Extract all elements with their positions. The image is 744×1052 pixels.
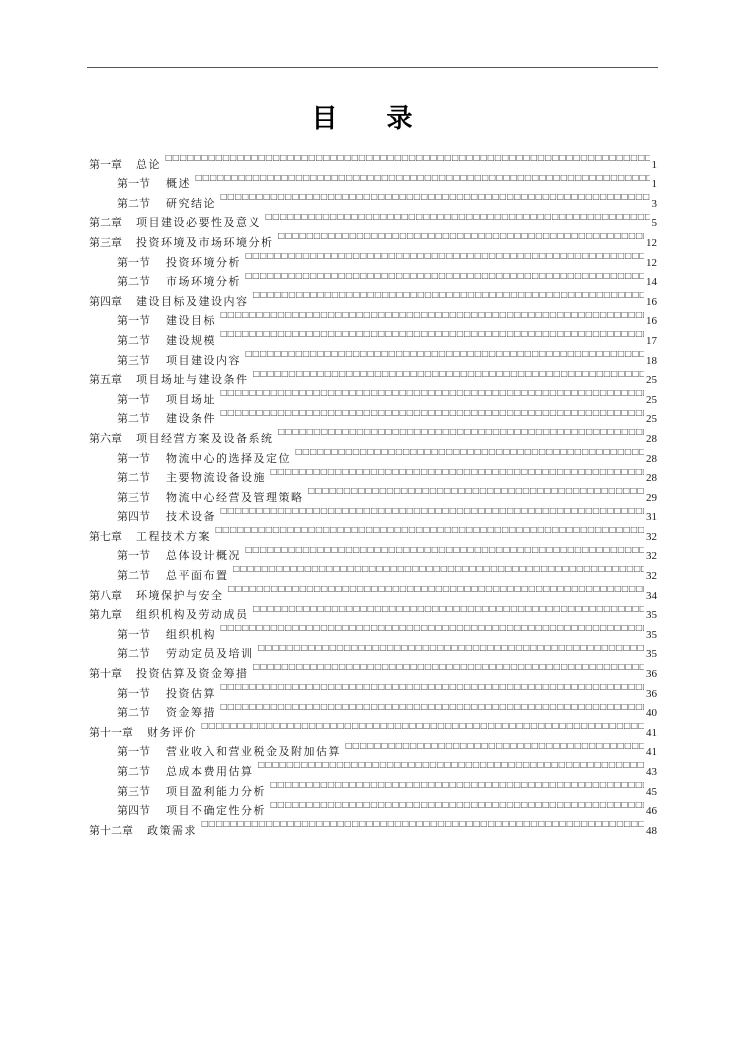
toc-page-number: 25 bbox=[646, 393, 657, 406]
table-of-contents bbox=[89, 148, 657, 837]
toc-dot-leader bbox=[195, 168, 650, 188]
toc-entry-number: 第一节 bbox=[117, 686, 150, 700]
toc-dot-leader bbox=[201, 814, 644, 834]
toc-entry-number: 第六章 bbox=[89, 431, 122, 445]
toc-entry-title: 建设目标及建设内容 bbox=[136, 294, 249, 308]
toc-entry-number: 第三节 bbox=[117, 353, 150, 367]
toc-entry-label bbox=[89, 586, 224, 606]
toc-entry-label bbox=[117, 194, 216, 214]
toc-entry-title: 项目不确定性分析 bbox=[166, 804, 266, 818]
toc-page-number: 41 bbox=[646, 726, 657, 739]
toc-dot-leader bbox=[278, 422, 645, 442]
toc-entry-number: 第一节 bbox=[117, 451, 150, 465]
toc-entry-number: 第一节 bbox=[117, 745, 150, 759]
toc-dot-leader bbox=[245, 246, 644, 266]
toc-entry-title: 组织机构 bbox=[166, 627, 216, 641]
toc-entry-title: 财务评价 bbox=[147, 725, 197, 739]
toc-entry-number: 第二节 bbox=[117, 647, 150, 661]
toc-page-number: 32 bbox=[646, 550, 657, 563]
toc-page-number: 14 bbox=[646, 276, 657, 289]
toc-entry-label bbox=[117, 331, 216, 351]
toc-dot-leader bbox=[253, 285, 645, 305]
toc-page-number: 34 bbox=[646, 589, 657, 602]
toc-entry-title: 主要物流设备设施 bbox=[166, 471, 266, 485]
toc-page-number: 36 bbox=[646, 668, 657, 681]
toc-entry-number: 第三节 bbox=[117, 784, 150, 798]
toc-entry-title: 建设目标 bbox=[166, 314, 216, 328]
toc-entry-number: 第九章 bbox=[89, 608, 122, 622]
toc-dot-leader bbox=[253, 657, 645, 677]
toc-page-number: 35 bbox=[646, 628, 657, 641]
toc-entry-number: 第十二章 bbox=[89, 823, 133, 837]
toc-entry-title: 营业收入和营业税金及附加估算 bbox=[166, 745, 341, 759]
toc-dot-leader bbox=[220, 618, 644, 638]
toc-entry-label bbox=[117, 253, 241, 273]
toc-entry-title: 劳动定员及培训 bbox=[166, 647, 254, 661]
toc-page-number: 1 bbox=[651, 178, 657, 191]
toc-entry-title: 项目场址 bbox=[166, 392, 216, 406]
toc-dot-leader bbox=[278, 226, 645, 246]
toc-entry-number: 第三章 bbox=[89, 235, 122, 249]
toc-dot-leader bbox=[270, 795, 644, 815]
toc-entry-label bbox=[89, 527, 211, 547]
toc-entry-title: 建设条件 bbox=[166, 412, 216, 426]
toc-entry-title: 资金筹措 bbox=[166, 706, 216, 720]
toc-page-number: 17 bbox=[646, 334, 657, 347]
toc-entry-title: 环境保护与安全 bbox=[136, 588, 224, 602]
toc-page-number: 41 bbox=[646, 746, 657, 759]
toc-entry-number: 第二节 bbox=[117, 765, 150, 778]
toc-entry-title: 总平面布置 bbox=[166, 569, 229, 583]
toc-page-number: 28 bbox=[646, 452, 657, 465]
toc-page-number: 25 bbox=[646, 413, 657, 426]
toc-entry-title: 工程技术方案 bbox=[136, 529, 211, 543]
toc-page-number: 31 bbox=[646, 511, 657, 524]
toc-entry-label bbox=[89, 213, 261, 233]
toc-dot-leader bbox=[245, 540, 644, 560]
toc-entry-label bbox=[117, 409, 216, 429]
toc-dot-leader bbox=[245, 266, 644, 286]
toc-entry-title: 项目场址与建设条件 bbox=[136, 373, 249, 387]
toc-entry-number: 第三节 bbox=[117, 490, 150, 504]
toc-entry-title: 总体设计概况 bbox=[166, 549, 241, 563]
toc-entry-number: 第二节 bbox=[117, 569, 150, 583]
toc-entry-title: 物流中心的选择及定位 bbox=[166, 451, 291, 465]
toc-entry-number: 第四章 bbox=[89, 294, 122, 308]
toc-entry-number: 第一章 bbox=[89, 157, 122, 171]
toc-page-number: 45 bbox=[646, 785, 657, 798]
toc-page-number: 1 bbox=[651, 158, 657, 171]
toc-dot-leader bbox=[308, 481, 645, 501]
toc-dot-leader bbox=[220, 677, 644, 697]
toc-page-number: 29 bbox=[646, 491, 657, 504]
toc-entry-title: 投资环境及市场环境分析 bbox=[136, 235, 274, 249]
toc-entry-label bbox=[117, 546, 241, 566]
toc-entry-label bbox=[117, 507, 216, 527]
toc-page-number: 32 bbox=[646, 530, 657, 543]
toc-entry-number: 第一节 bbox=[117, 549, 150, 563]
toc-entry-title: 投资估算 bbox=[166, 686, 216, 700]
toc-entry-number: 第二节 bbox=[117, 333, 150, 347]
toc-entry-label bbox=[117, 625, 216, 645]
toc-entry-number: 第二节 bbox=[117, 196, 150, 210]
toc-dot-leader bbox=[258, 638, 645, 658]
toc-dot-leader bbox=[265, 207, 650, 227]
toc-page-number: 25 bbox=[646, 374, 657, 387]
toc-page-number: 32 bbox=[646, 570, 657, 583]
toc-entry-number: 第五章 bbox=[89, 373, 122, 387]
toc-page-number: 12 bbox=[646, 256, 657, 269]
toc-entry-number: 第十章 bbox=[89, 667, 122, 681]
toc-entry-number: 第七章 bbox=[89, 529, 122, 543]
toc-dot-leader bbox=[258, 755, 645, 775]
toc-entry-number: 第八章 bbox=[89, 588, 122, 602]
toc-dot-leader bbox=[220, 403, 644, 423]
toc-entry-number: 第二节 bbox=[117, 275, 150, 289]
toc-entry-number: 第四节 bbox=[117, 804, 150, 818]
toc-chapter-entry[interactable] bbox=[89, 148, 657, 171]
toc-entry-label bbox=[117, 311, 216, 331]
header-rule bbox=[87, 67, 658, 68]
toc-page-number: 12 bbox=[646, 236, 657, 249]
toc-entry-label bbox=[89, 723, 197, 743]
toc-dot-leader bbox=[245, 344, 644, 364]
toc-entry-number: 第四节 bbox=[117, 510, 150, 524]
toc-page-number: 40 bbox=[646, 707, 657, 720]
toc-page-number: 28 bbox=[646, 432, 657, 445]
toc-dot-leader bbox=[233, 559, 645, 579]
toc-dot-leader bbox=[253, 599, 645, 619]
toc-entry-number: 第一节 bbox=[117, 177, 150, 191]
toc-dot-leader bbox=[220, 324, 644, 344]
toc-dot-leader bbox=[220, 383, 644, 403]
toc-page-number: 3 bbox=[651, 197, 657, 210]
toc-dot-leader bbox=[220, 187, 650, 207]
toc-dot-leader bbox=[270, 462, 644, 482]
page-title: 目 录 bbox=[311, 104, 433, 134]
toc-entry-number: 第一节 bbox=[117, 392, 150, 406]
toc-entry-number: 第二节 bbox=[117, 471, 150, 485]
toc-entry-label bbox=[117, 782, 266, 802]
toc-entry-title: 组织机构及劳动成员 bbox=[136, 608, 249, 622]
toc-dot-leader bbox=[253, 364, 645, 384]
toc-page-number: 28 bbox=[646, 472, 657, 485]
toc-entry-title: 政策需求 bbox=[147, 823, 197, 837]
toc-page-number: 18 bbox=[646, 354, 657, 367]
toc-entry-title: 项目盈利能力分析 bbox=[166, 784, 266, 798]
toc-entry-label bbox=[117, 174, 191, 194]
toc-entry-title: 建设规模 bbox=[166, 333, 216, 347]
toc-entry-title: 投资估算及资金筹措 bbox=[136, 667, 249, 681]
toc-entry-label bbox=[117, 762, 254, 782]
toc-page-number: 35 bbox=[646, 609, 657, 622]
toc-entry-number: 第一节 bbox=[117, 255, 150, 269]
toc-entry-number: 第一节 bbox=[117, 627, 150, 641]
toc-entry-title: 总论 bbox=[136, 157, 161, 171]
toc-dot-leader bbox=[228, 579, 645, 599]
toc-dot-leader bbox=[270, 775, 644, 795]
toc-entry-title: 投资环境分析 bbox=[166, 255, 241, 269]
toc-dot-leader bbox=[220, 305, 644, 325]
toc-entry-title: 研究结论 bbox=[166, 196, 216, 210]
toc-entry-label bbox=[117, 684, 216, 704]
toc-entry-number: 第二节 bbox=[117, 412, 150, 426]
toc-page-number: 16 bbox=[646, 295, 657, 308]
toc-dot-leader bbox=[165, 148, 650, 168]
toc-entry-title: 总成本费用估算 bbox=[166, 765, 254, 778]
toc-entry-title: 市场环境分析 bbox=[166, 275, 241, 289]
toc-entry-number: 第一节 bbox=[117, 314, 150, 328]
toc-page-number: 48 bbox=[646, 824, 657, 837]
toc-entry-label bbox=[117, 449, 291, 469]
toc-entry-label bbox=[117, 644, 254, 664]
toc-page-number: 46 bbox=[646, 805, 657, 818]
toc-dot-leader bbox=[345, 736, 644, 756]
toc-entry-title: 技术设备 bbox=[166, 510, 216, 524]
toc-page-number: 35 bbox=[646, 648, 657, 661]
toc-page-number: 43 bbox=[646, 766, 657, 778]
toc-dot-leader bbox=[215, 520, 644, 540]
toc-entry-label bbox=[89, 821, 197, 841]
toc-dot-leader bbox=[220, 697, 644, 717]
toc-entry-title: 项目经营方案及设备系统 bbox=[136, 431, 274, 445]
toc-entry-number: 第二节 bbox=[117, 706, 150, 720]
toc-entry-label bbox=[117, 468, 266, 488]
toc-section-entry[interactable] bbox=[89, 168, 657, 191]
toc-entry-label bbox=[117, 390, 216, 410]
toc-dot-leader bbox=[201, 716, 644, 736]
toc-entry-label bbox=[117, 351, 241, 371]
toc-entry-label bbox=[117, 566, 229, 586]
toc-dot-leader bbox=[295, 442, 644, 462]
toc-entry-label bbox=[117, 272, 241, 292]
toc-entry-title: 概述 bbox=[166, 177, 191, 191]
toc-entry-title: 项目建设内容 bbox=[166, 353, 241, 367]
toc-entry-label bbox=[89, 155, 161, 175]
toc-entry-number: 第二章 bbox=[89, 216, 122, 230]
toc-entry-title: 物流中心经营及管理策略 bbox=[166, 490, 304, 504]
toc-entry-label bbox=[89, 429, 274, 449]
toc-page-number: 5 bbox=[651, 217, 657, 230]
toc-dot-leader bbox=[220, 501, 644, 521]
toc-page-number: 16 bbox=[646, 315, 657, 328]
toc-page-number: 36 bbox=[646, 687, 657, 700]
toc-entry-number: 第十一章 bbox=[89, 725, 133, 739]
toc-entry-title: 项目建设必要性及意义 bbox=[136, 216, 261, 230]
